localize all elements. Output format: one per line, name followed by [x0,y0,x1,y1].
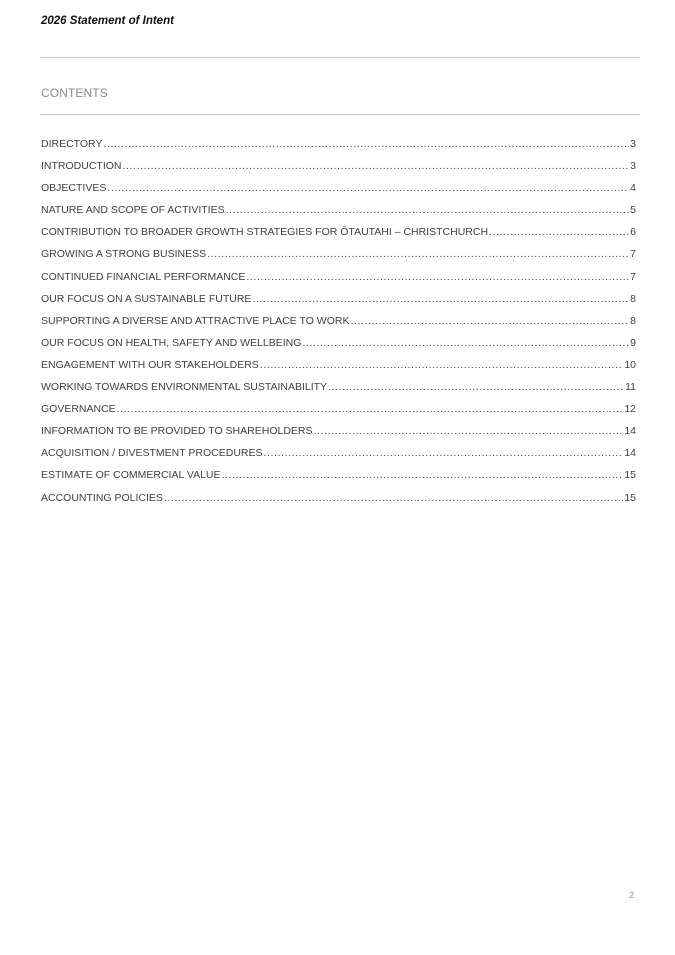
toc-entry-title: CONTINUED FINANCIAL PERFORMANCE [41,270,246,283]
toc-entry-title: DIRECTORY [41,138,103,150]
toc-entry-commercial-value[interactable] [41,469,636,491]
toc-entry-page: 3 [630,160,636,173]
toc-entry-environmental-sustainability[interactable] [41,381,636,403]
contents-divider [40,114,640,115]
page-number: 2 [629,890,635,901]
toc-entry-accounting-policies[interactable] [41,492,636,514]
toc-entry-acquisition-divestment[interactable] [41,447,636,469]
toc-leader-dots [314,425,624,437]
toc-entry-page: 6 [630,226,636,239]
toc-entry-stakeholders[interactable] [41,359,636,381]
toc-entry-objectives[interactable] [41,182,636,204]
toc-entry-title: GOVERNANCE [41,403,116,416]
toc-leader-dots [264,447,624,459]
toc-entry-title: ENGAGEMENT WITH OUR STAKEHOLDERS [41,358,259,371]
toc-entry-title: INTRODUCTION [41,160,122,173]
toc-entry-governance[interactable] [41,403,636,425]
toc-leader-dots [107,182,629,194]
toc-leader-dots [302,337,629,349]
toc-entry-growth-strategies[interactable] [41,226,636,248]
toc-entry-page: 9 [630,336,636,349]
toc-entry-page: 15 [624,491,636,504]
toc-leader-dots [489,226,629,238]
toc-entry-page: 5 [630,204,636,217]
toc-entry-shareholder-information[interactable] [41,425,636,447]
header-divider [40,57,640,58]
toc-leader-dots [328,381,624,393]
toc-leader-dots [117,403,624,415]
toc-entry-title: SUPPORTING A DIVERSE AND ATTRACTIVE PLACE TO WORK [41,314,350,327]
toc-entry-page: 3 [630,138,636,150]
table-of-contents [41,138,636,514]
toc-entry-title: OBJECTIVES [41,182,107,195]
toc-entry-title: OUR FOCUS ON HEALTH, SAFETY AND WELLBEING [41,336,302,349]
toc-entry-introduction[interactable] [41,160,636,182]
toc-leader-dots [164,492,623,504]
toc-entry-title: INFORMATION TO BE PROVIDED TO SHAREHOLDERS [41,425,313,438]
toc-entry-page: 4 [630,182,636,195]
toc-entry-title: WORKING TOWARDS ENVIRONMENTAL SUSTAINABILITY [41,381,328,394]
toc-leader-dots [260,359,624,371]
toc-leader-dots [252,293,629,305]
contents-heading: CONTENTS [41,86,108,100]
toc-leader-dots [226,204,630,216]
toc-leader-dots [222,469,624,481]
document-title: 2026 Statement of Intent [41,15,174,27]
toc-entry-title: ACQUISITION / DIVESTMENT PROCEDURES [41,447,263,460]
toc-leader-dots [350,315,629,327]
toc-entry-page: 12 [624,403,636,416]
toc-entry-sustainable-future[interactable] [41,293,636,315]
toc-entry-page: 14 [624,425,636,438]
toc-entry-page: 15 [624,469,636,482]
toc-entry-title: CONTRIBUTION TO BROADER GROWTH STRATEGIES FOR ŌTAUTAHI – CHRISTCHURCH [41,226,489,239]
toc-entry-page: 7 [630,270,636,283]
toc-entry-page: 10 [624,358,636,371]
toc-entry-page: 11 [625,381,636,394]
toc-entry-title: OUR FOCUS ON A SUSTAINABLE FUTURE [41,292,252,305]
toc-entry-title: NATURE AND SCOPE OF ACTIVITIES [41,204,225,217]
toc-entry-nature-and-scope[interactable] [41,204,636,226]
toc-leader-dots [123,160,630,172]
toc-entry-financial-performance[interactable] [41,271,636,293]
toc-entry-directory[interactable] [41,138,636,160]
toc-entry-page: 14 [624,447,636,460]
toc-entry-strong-business[interactable] [41,248,636,270]
toc-leader-dots [103,138,629,150]
toc-entry-page: 8 [630,314,636,327]
toc-entry-diverse-workplace[interactable] [41,315,636,337]
toc-entry-title: GROWING A STRONG BUSINESS [41,248,207,261]
toc-entry-title: ACCOUNTING POLICIES [41,491,163,504]
toc-entry-health-safety[interactable] [41,337,636,359]
toc-entry-page: 8 [630,292,636,305]
toc-leader-dots [246,271,629,283]
toc-entry-page: 7 [630,248,636,261]
toc-entry-title: ESTIMATE OF COMMERCIAL VALUE [41,469,221,482]
toc-leader-dots [207,248,629,260]
